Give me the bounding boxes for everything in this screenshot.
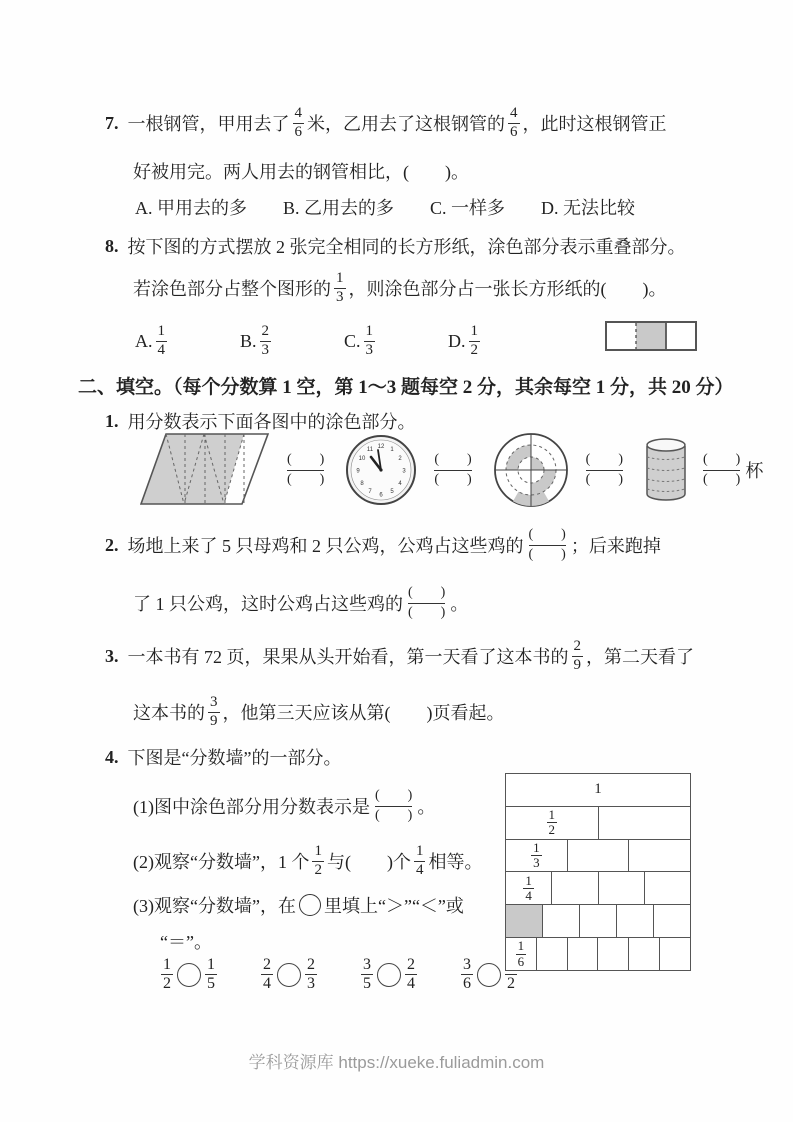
numerator: 4 <box>510 105 518 122</box>
blank-fraction-3 <box>586 451 623 490</box>
wall-cell <box>628 840 690 872</box>
numerator: 2 <box>261 323 270 340</box>
wall-cell <box>567 840 629 872</box>
q4-title-text: 下图是“分数墙”的一部分。 <box>127 748 342 768</box>
q2-text-1a: 场地上来了 5 只母鸡和 2 只公鸡，公鸡占这些鸡的 <box>127 536 524 556</box>
q3-fraction-3-9 <box>208 694 220 730</box>
q8-overlap-rectangle-figure <box>605 321 697 351</box>
svg-text:8: 8 <box>360 481 364 487</box>
numerator: 1 <box>548 806 555 822</box>
q7-text-2: 好被用完。两人用去的钢管相比，( )。 <box>133 162 469 182</box>
option-label: D. <box>448 330 466 351</box>
q4-comparisons <box>158 956 520 994</box>
wall-cell <box>579 905 616 937</box>
numerator: 2 <box>573 638 581 655</box>
q3-number: 3. <box>105 645 119 666</box>
option-fraction <box>364 323 376 359</box>
left-fraction <box>161 956 173 994</box>
compare-blank-circle <box>377 963 401 987</box>
blank-numerator: ( ) <box>585 451 623 467</box>
q8-line2 <box>133 262 667 314</box>
q2-blank-fraction-1 <box>529 526 566 565</box>
q4-line <box>105 744 341 770</box>
denominator: 6 <box>463 975 471 993</box>
comparison-2 <box>258 956 320 994</box>
q3-line2 <box>133 686 505 738</box>
q4-sub2-text-a: (2)观察“分数墙”，1 个 <box>133 852 310 872</box>
q8-options <box>135 318 483 364</box>
wall-label-1: 1 <box>594 781 602 798</box>
denominator: 2 <box>548 822 555 838</box>
option-label: A. <box>135 330 153 351</box>
q2-text-1b: ；后来跑掉 <box>570 536 661 556</box>
q7-options <box>135 194 635 220</box>
numerator: 2 <box>263 956 271 973</box>
denominator: 5 <box>207 975 215 993</box>
q3-line1 <box>105 630 694 682</box>
target-circle-figure <box>491 430 571 510</box>
left-fraction <box>361 956 373 994</box>
q4-sub1-text-b: 。 <box>417 797 436 817</box>
denominator: 6 <box>510 123 518 140</box>
q7-fraction-4-6-a <box>293 105 305 141</box>
q2-line2 <box>133 576 468 630</box>
q2-line1 <box>105 518 661 572</box>
blank-numerator: ( ) <box>702 451 741 467</box>
q2-text-2a: 了 1 只公鸡，这时公鸡占这些鸡的 <box>133 594 403 614</box>
fraction-wall <box>505 773 691 971</box>
footer-text: 学科资源库 https://xueke.fuliadmin.com <box>248 1053 545 1072</box>
numerator: 3 <box>363 956 371 973</box>
denominator: 5 <box>363 975 371 993</box>
parallelogram-figure <box>140 431 272 509</box>
wall-cell <box>542 905 579 937</box>
wall-label-1-2 <box>547 808 558 838</box>
q7-text-1c: ，此时这根钢管正 <box>522 114 667 134</box>
blank-numerator: ( ) <box>408 584 446 600</box>
denominator: 3 <box>336 288 344 305</box>
q3-text-2b: ，他第三天应该从第( )页看起。 <box>222 703 505 723</box>
cylinder-cup-figure <box>644 435 688 505</box>
wall-cell <box>506 840 567 872</box>
denominator: 9 <box>210 712 218 729</box>
denominator: 4 <box>525 887 532 903</box>
denominator: 4 <box>157 341 165 358</box>
denominator: 2 <box>507 975 515 993</box>
q2-blank-fraction-2 <box>408 584 445 623</box>
wall-cell <box>597 938 628 970</box>
q8-line1 <box>105 233 686 259</box>
q4-sub1-text-a: (1)图中涂色部分用分数表示是 <box>133 797 370 817</box>
q3-text-2a: 这本书的 <box>133 703 205 723</box>
q4-sub2 <box>133 836 482 886</box>
svg-text:9: 9 <box>356 468 360 475</box>
q4-sub3-text-a: (3)观察“分数墙”，在 <box>133 896 296 916</box>
denominator: 3 <box>365 341 374 358</box>
numerator: 1 <box>336 270 344 287</box>
q7-line2 <box>133 158 469 184</box>
q4-sub3-line2 <box>160 928 212 954</box>
footer-watermark <box>0 1048 793 1073</box>
q7-text-1b: 米，乙用去了这根钢管的 <box>307 114 505 134</box>
q8-text-2a: 若涂色部分占整个图形的 <box>133 279 331 299</box>
left-fraction <box>261 956 273 994</box>
denominator: 3 <box>307 975 315 993</box>
wall-cell <box>551 872 597 904</box>
blank-numerator: ( ) <box>528 526 566 542</box>
numerator: 1 <box>533 839 540 855</box>
wall-cell <box>598 872 644 904</box>
wall-cell <box>644 872 690 904</box>
denominator: 2 <box>314 861 322 878</box>
q3-text-1b: ，第二天看了 <box>586 647 694 667</box>
wall-cell <box>616 905 653 937</box>
right-fraction <box>405 956 417 994</box>
q4-sub3-text-c: “＝”。 <box>160 932 212 952</box>
q4-sub2-text-c: 相等。 <box>428 852 483 872</box>
q3-text-1a: 一本书有 72 页，果果从头开始看，第一天看了这本书的 <box>127 647 569 667</box>
numerator: 1 <box>314 843 322 860</box>
q8-number: 8. <box>105 235 119 256</box>
denominator: 6 <box>294 123 302 140</box>
option-fraction <box>469 323 481 359</box>
q1-figures-row <box>140 430 763 510</box>
numerator: 1 <box>470 323 479 340</box>
denominator: 4 <box>415 861 424 878</box>
numerator: 4 <box>294 105 302 122</box>
numerator: 3 <box>210 694 218 711</box>
wall-cell <box>506 872 551 904</box>
section-2-title-text: 二、填空。（每个分数算 1 空，第 1～3 题每空 2 分，其余每空 1 分，共 20 分） <box>78 377 734 398</box>
wall-cell <box>653 905 690 937</box>
q4-sub3-text-b: 里填上“＞”“＜”或 <box>323 896 464 916</box>
comparison-1 <box>158 956 220 994</box>
numerator: 1 <box>415 843 424 860</box>
denominator: 2 <box>470 341 479 358</box>
svg-text:4: 4 <box>398 481 402 487</box>
cup-unit-label: 杯 <box>745 461 764 481</box>
blank-denominator: ( ) <box>408 603 445 623</box>
q4-sub3-line1 <box>133 892 464 918</box>
q7-option-a: A. 甲用去的多 <box>135 198 247 218</box>
numerator: 1 <box>517 938 525 954</box>
q7-option-c: C. 一样多 <box>430 198 506 218</box>
wall-label-1-4 <box>523 874 534 904</box>
numerator: 1 <box>207 956 215 973</box>
denominator: 4 <box>407 975 415 993</box>
svg-text:5: 5 <box>390 489 394 495</box>
q4-number: 4. <box>105 746 119 767</box>
blank-fraction-2 <box>434 451 471 490</box>
wall-row-3 <box>506 839 690 872</box>
q4-sub2-text-b: 与( )个 <box>326 852 411 872</box>
section-2-title <box>78 372 734 399</box>
denominator: 3 <box>261 341 270 358</box>
q8-option-c <box>344 323 378 359</box>
option-label: B. <box>240 330 257 351</box>
q1-text: 用分数表示下面各图中的涂色部分。 <box>127 412 416 432</box>
blank-numerator: ( ) <box>287 451 325 467</box>
wall-row-5 <box>506 904 690 937</box>
svg-text:12: 12 <box>377 444 385 450</box>
blank-denominator: ( ) <box>375 806 412 826</box>
q7-text-1a: 一根钢管，甲用去了 <box>127 114 290 134</box>
svg-text:6: 6 <box>379 492 383 499</box>
wall-row-2 <box>506 806 690 839</box>
q7-option-d: D. 无法比较 <box>541 198 636 218</box>
q4-blank-fraction <box>375 787 412 826</box>
denominator: 4 <box>263 975 271 993</box>
q8-option-d <box>448 323 483 359</box>
q2-text-2b: 。 <box>450 594 469 614</box>
q8-text-1: 按下图的方式摆放 2 张完全相同的长方形纸，涂色部分表示重叠部分。 <box>127 237 686 257</box>
blank-denominator: ( ) <box>529 545 566 565</box>
numerator: 3 <box>463 956 471 973</box>
q7-option-b: B. 乙用去的多 <box>283 198 395 218</box>
numerator: 1 <box>525 872 532 888</box>
option-label: C. <box>344 330 361 351</box>
comparison-3 <box>358 956 420 994</box>
svg-text:1: 1 <box>390 447 394 453</box>
svg-text:2: 2 <box>398 456 402 462</box>
wall-cell <box>628 938 659 970</box>
wall-cell <box>598 807 691 839</box>
q7-fraction-4-6-b <box>508 105 520 141</box>
q8-option-b <box>240 323 274 359</box>
wall-cell <box>536 938 567 970</box>
q7-number: 7. <box>105 112 119 133</box>
svg-text:11: 11 <box>367 447 374 453</box>
svg-text:7: 7 <box>368 489 372 495</box>
right-fraction <box>305 956 317 994</box>
denominator: 2 <box>163 975 171 993</box>
numerator: 1 <box>365 323 374 340</box>
svg-text:10: 10 <box>358 456 366 462</box>
wall-row-6 <box>506 937 690 970</box>
q4-fraction-1-2 <box>312 843 324 879</box>
q3-fraction-2-9 <box>572 638 584 674</box>
blank-numerator: ( ) <box>375 787 413 803</box>
wall-cell-shaded <box>506 905 542 937</box>
q1-number: 1. <box>105 410 119 431</box>
numerator: 2 <box>307 956 315 973</box>
wall-cell <box>659 938 690 970</box>
wall-label-1-3 <box>531 841 542 871</box>
left-fraction <box>461 956 473 994</box>
q8-option-a <box>135 323 170 359</box>
wall-label-1-6 <box>516 939 527 969</box>
q7-line1 <box>105 98 667 148</box>
wall-cell <box>506 938 536 970</box>
blank-numerator: ( ) <box>434 451 472 467</box>
blank-denominator: ( ) <box>586 470 623 490</box>
wall-cell <box>506 774 690 806</box>
wall-row-4 <box>506 871 690 904</box>
blank-fraction-4 <box>703 451 740 490</box>
numerator: 1 <box>163 956 171 973</box>
blank-denominator: ( ) <box>287 470 324 490</box>
compare-blank-circle <box>477 963 501 987</box>
compare-blank-circle <box>299 894 321 916</box>
blank-denominator: ( ) <box>434 470 471 490</box>
option-fraction <box>260 323 272 359</box>
q4-sub1 <box>133 779 435 833</box>
q4-fraction-1-4 <box>414 843 426 879</box>
svg-text:3: 3 <box>402 468 406 475</box>
denominator: 6 <box>517 953 525 969</box>
right-fraction <box>205 956 217 994</box>
wall-row-1 <box>506 774 690 806</box>
clock-figure <box>343 432 419 508</box>
numerator: 1 <box>157 323 165 340</box>
compare-blank-circle <box>277 963 301 987</box>
blank-fraction-1 <box>287 451 324 490</box>
blank-denominator: ( ) <box>703 470 740 490</box>
wall-cell <box>567 938 598 970</box>
option-fraction <box>156 323 168 359</box>
compare-blank-circle <box>177 963 201 987</box>
q2-number: 2. <box>105 534 119 555</box>
denominator: 9 <box>573 656 581 673</box>
q8-text-2b: ，则涂色部分占一张长方形纸的( )。 <box>348 279 667 299</box>
wall-cell <box>506 807 598 839</box>
denominator: 3 <box>533 855 540 871</box>
q8-fraction-1-3 <box>334 270 346 306</box>
numerator: 2 <box>407 956 415 973</box>
